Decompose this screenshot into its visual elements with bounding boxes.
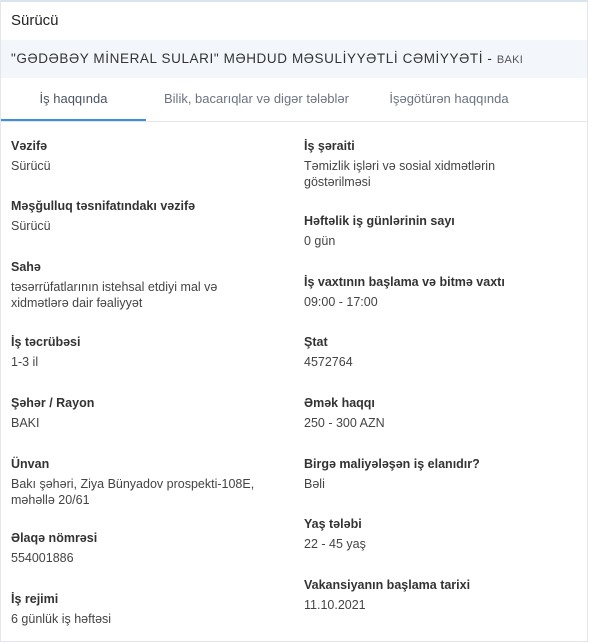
field-address-label: Ünvan — [11, 457, 50, 471]
company-city: BAKI — [496, 54, 524, 66]
field-work-conditions-label: İş şəraiti — [304, 139, 355, 153]
field-sector-value: təsərrüfatlarının istehsal etdiyi mal və xidmətlərə dair fəaliyyət — [11, 280, 218, 310]
field-weekly-workdays — [304, 214, 574, 249]
field-cofinanced-label: Birgə maliyələşən iş elanıdır? — [304, 457, 480, 471]
field-address-value: Bakı şəhəri, Ziya Bünyadov prospekti-108E, məhəllə 20/61 — [11, 477, 255, 507]
field-city-value: BAKI — [11, 416, 40, 430]
field-salary-value: 250 - 300 AZN — [304, 416, 385, 430]
field-staff-id-value: 4572764 — [304, 355, 353, 369]
tab-about-job[interactable]: İş haqqında — [1, 78, 146, 121]
field-work-mode-label: İş rejimi — [11, 592, 59, 606]
field-position-value: Sürücü — [11, 159, 51, 173]
field-work-hours-value: 09:00 - 17:00 — [304, 295, 378, 309]
field-position — [11, 139, 281, 174]
field-cofinanced — [304, 457, 574, 492]
field-vacancy-start-date-label: Vakansiyanın başlama tarixi — [304, 578, 471, 592]
field-address — [11, 457, 286, 508]
field-experience-label: İş təcrübəsi — [11, 335, 81, 349]
field-experience-value: 1-3 il — [11, 355, 39, 369]
company-name-text: "GƏDƏBƏY MİNERAL SULARI" MƏHDUD MƏSULİYYƏTLİ CƏMİYYƏTİ - — [11, 51, 493, 66]
field-experience — [11, 335, 281, 370]
field-staff-id — [304, 335, 574, 370]
field-work-mode-value: 6 günlük iş həftəsi — [11, 612, 112, 626]
field-contact-number — [11, 531, 281, 566]
field-work-hours — [304, 275, 574, 310]
field-work-conditions-value: Təmizlik işləri və sosial xidmətlərin göstərilməsi — [304, 159, 496, 189]
field-vacancy-start-date — [304, 578, 574, 613]
field-staff-id-label: Ştat — [304, 335, 328, 349]
field-weekly-workdays-value: 0 gün — [304, 234, 336, 248]
field-city — [11, 396, 281, 431]
page-title: Sürücü — [11, 12, 59, 29]
field-salary-label: Əmək haqqı — [304, 396, 375, 410]
field-weekly-workdays-label: Həftəlik iş günlərinin sayı — [304, 214, 455, 228]
tab-bar — [1, 78, 587, 122]
field-classification-position-value: Sürücü — [11, 219, 51, 233]
field-contact-number-value: 554001886 — [11, 551, 74, 565]
tab-about-employer[interactable]: İşəgötürən haqqında — [389, 91, 509, 106]
company-name — [11, 51, 523, 66]
field-classification-position-label: Məşğulluq təsnifatındakı vəzifə — [11, 199, 196, 213]
field-salary — [304, 396, 574, 431]
field-work-hours-label: İş vaxtının başlama və bitmə vaxtı — [304, 275, 505, 289]
field-work-mode — [11, 592, 281, 627]
field-age-requirement-value: 22 - 45 yaş — [304, 537, 366, 551]
field-contact-number-label: Əlaqə nömrəsi — [11, 531, 98, 545]
field-work-conditions — [304, 139, 549, 190]
tab-skills-requirements[interactable]: Bilik, bacarıqlar və digər tələblər — [164, 91, 349, 106]
field-cofinanced-value: Bəli — [304, 477, 325, 491]
field-age-requirement-label: Yaş tələbi — [304, 517, 362, 531]
field-age-requirement — [304, 517, 574, 552]
card-header — [1, 2, 587, 40]
company-bar — [1, 40, 587, 78]
field-vacancy-start-date-value: 11.10.2021 — [304, 598, 366, 612]
field-position-label: Vəzifə — [11, 139, 48, 153]
field-sector-label: Sahə — [11, 260, 41, 274]
field-classification-position — [11, 199, 281, 234]
field-sector — [11, 260, 261, 311]
field-city-label: Şəhər / Rayon — [11, 396, 95, 410]
